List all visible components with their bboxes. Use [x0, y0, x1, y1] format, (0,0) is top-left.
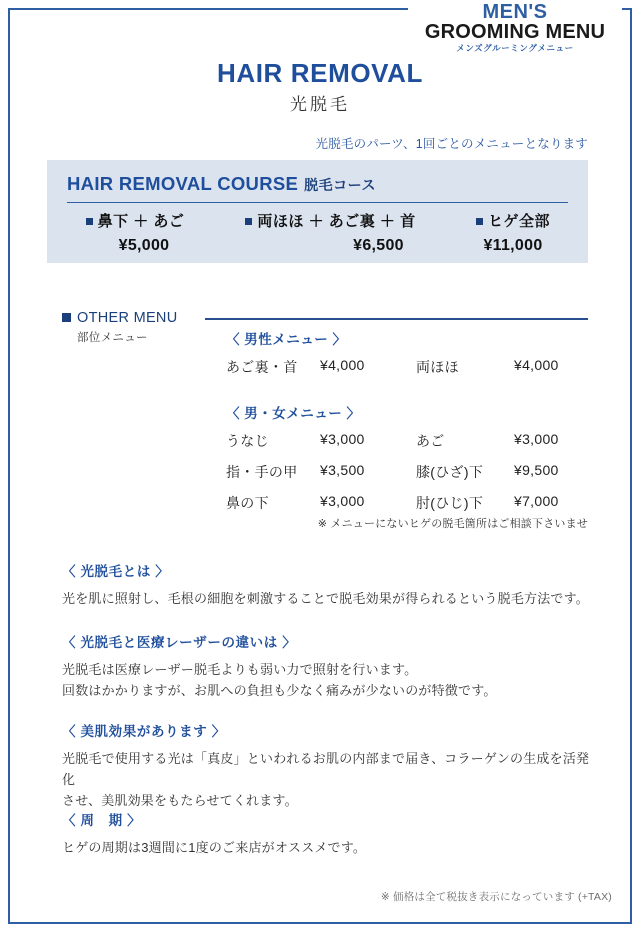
menu-group-title: 〈 男性メニュー 〉	[226, 332, 347, 347]
page-border-bottom	[8, 922, 632, 924]
faq-question: 〈 光脱毛とは 〉	[62, 564, 170, 579]
menu-item-name: 両ほほ	[416, 359, 459, 375]
menu-item-price: ¥3,500	[320, 462, 365, 478]
course-item-name	[223, 210, 438, 231]
square-bullet-icon	[62, 313, 71, 322]
faq-block	[62, 631, 592, 701]
other-menu-label-english	[62, 310, 177, 326]
lead-note: 光脱毛のパーツ、1回ごとのメニューとなります	[315, 137, 588, 151]
menu-row	[226, 462, 588, 482]
brand-logo	[408, 0, 622, 53]
course-item	[223, 210, 438, 255]
faq-answer: 光を肌に照射し、毛根の細胞を刺激することで脱毛効果が得られるという脱毛方法です。	[62, 591, 589, 606]
faq-answer: ヒゲの周期は3週間に1度のご来店がオススメです。	[62, 840, 367, 855]
course-item-price: ¥6,500	[353, 237, 404, 254]
course-item-list	[47, 210, 588, 255]
other-menu-divider	[205, 318, 588, 320]
faq-question: 〈 美肌効果があります 〉	[62, 724, 226, 739]
menu-item-name: 指・手の甲	[226, 464, 298, 480]
menu-item-price: ¥9,500	[514, 462, 559, 478]
other-menu-note: ※ メニューにないヒゲの脱毛箇所はご相談下さいませ	[317, 518, 588, 530]
menu-group-spacer	[226, 388, 588, 402]
course-heading-english: HAIR REMOVAL COURSE	[67, 173, 299, 194]
course-item-name-text: 両ほほ ＋ あご裏 ＋ 首	[257, 213, 416, 230]
faq-block	[62, 560, 592, 609]
menu-item-price: ¥4,000	[514, 357, 559, 373]
logo-kana-subtitle: メンズグルーミングメニュー	[456, 43, 574, 53]
faq-question: 〈 周 期 〉	[62, 813, 142, 828]
faq-answer: 光脱毛で使用する光は「真皮」といわれるお肌の内部まで届き、コラーゲンの生成を活発化 させ、美肌効果をもたらせてくれます。	[62, 751, 590, 808]
menu-item-name: あご	[416, 433, 445, 449]
other-menu-groups	[226, 328, 588, 524]
page-title-english: HAIR REMOVAL	[216, 58, 424, 88]
menu-item-name: 鼻の下	[226, 495, 269, 511]
page-title-japanese: 光脱毛	[290, 95, 350, 114]
logo-line-mens: MEN'S	[482, 1, 548, 23]
square-bullet-icon	[476, 218, 483, 225]
faq-question: 〈 光脱毛と医療レーザーの違いは 〉	[62, 635, 297, 650]
menu-item-name: あご裏・首	[226, 359, 298, 375]
menu-item-price: ¥4,000	[320, 357, 365, 373]
course-item-price: ¥11,000	[483, 237, 543, 254]
course-panel-heading	[67, 173, 376, 195]
menu-row	[226, 431, 588, 451]
menu-group-title: 〈 男・女メニュー 〉	[226, 406, 361, 421]
course-item-name-text: 鼻下 ＋ あご	[97, 213, 185, 230]
menu-group-rows	[226, 431, 588, 513]
tax-note: ※ 価格は全て税抜き表示になっています (+TAX)	[380, 891, 612, 903]
page-border-right	[630, 8, 632, 924]
faq-answer: 光脱毛は医療レーザー脱毛よりも弱い力で照射を行います。 回数はかかりますが、お肌への負担も少なく痛みが少ないのが特徴です。	[62, 662, 497, 698]
course-item-name-text: ヒゲ全部	[487, 213, 550, 230]
menu-group-male	[226, 328, 588, 377]
course-item-price: ¥5,000	[118, 237, 170, 254]
other-menu-label-text: OTHER MENU	[77, 310, 178, 326]
menu-item-price: ¥7,000	[514, 493, 559, 509]
square-bullet-icon	[86, 218, 93, 225]
menu-item-price: ¥3,000	[320, 493, 365, 509]
menu-item-price: ¥3,000	[320, 431, 365, 447]
menu-item-name: 肘(ひじ)下	[416, 495, 484, 511]
logo-line-grooming: GROOMING MENU	[424, 21, 606, 43]
menu-item-name: うなじ	[226, 433, 269, 449]
menu-group-unisex	[226, 402, 588, 513]
faq-block	[62, 720, 592, 811]
faq-block	[62, 809, 592, 858]
page-border-left	[8, 8, 10, 924]
course-item	[47, 210, 223, 255]
course-heading-divider	[67, 202, 568, 203]
course-item	[438, 210, 588, 255]
course-heading-japanese: 脱毛コース	[304, 177, 376, 193]
course-panel	[47, 160, 588, 263]
menu-item-name: 膝(ひざ)下	[416, 464, 484, 480]
menu-row	[226, 357, 588, 377]
menu-item-price: ¥3,000	[514, 431, 559, 447]
course-item-name	[438, 210, 588, 231]
square-bullet-icon	[245, 218, 252, 225]
course-item-name	[47, 210, 223, 231]
menu-row	[226, 493, 588, 513]
other-menu-label	[62, 310, 177, 345]
menu-group-rows	[226, 357, 588, 377]
other-menu-label-japanese: 部位メニュー	[77, 332, 148, 344]
